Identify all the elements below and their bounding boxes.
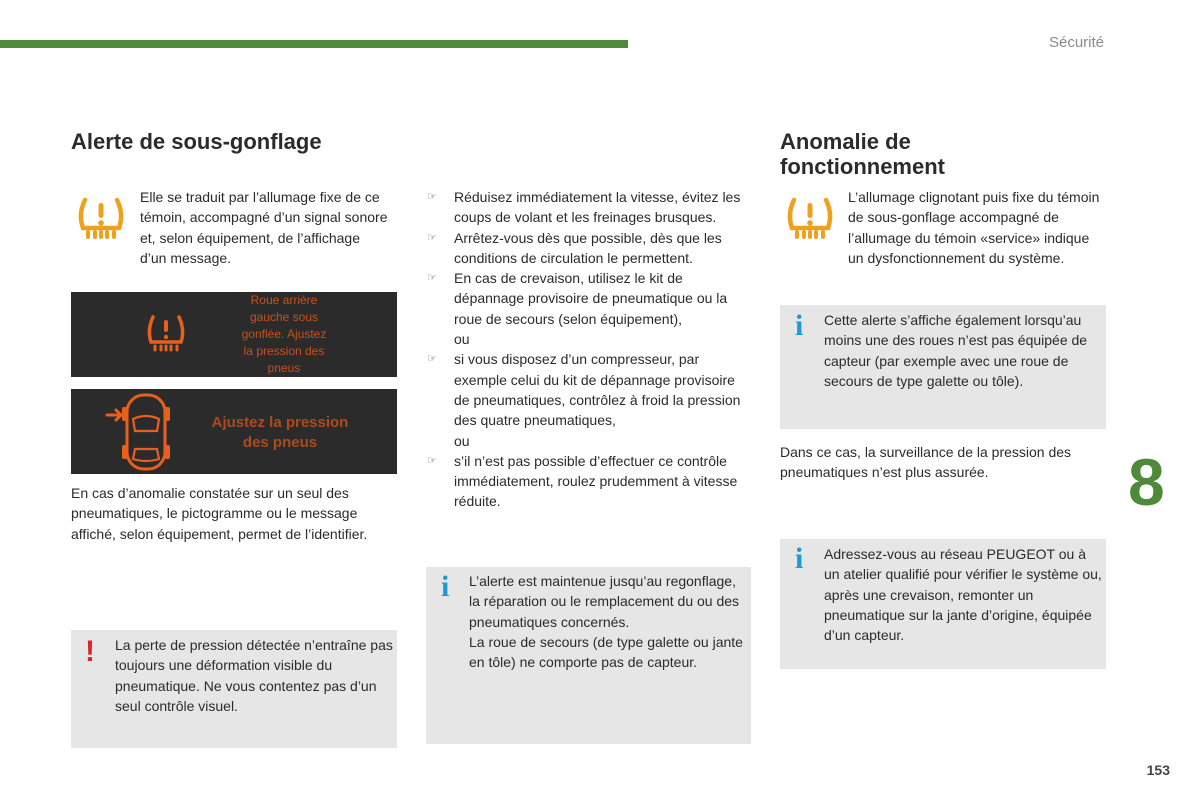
info-icon: i bbox=[795, 309, 804, 342]
alert-box-text: La perte de pression détectée n’entraîne pas toujours une déformation visible du pneumatique. Ne vous contentez pas d’un seul contrôle visuel. bbox=[115, 637, 393, 714]
info-para: La roue de secours (de type galette ou jante en tôle) ne comporte pas de capteur. bbox=[469, 633, 743, 671]
tyre-pressure-warning-icon bbox=[784, 194, 836, 242]
car-top-view-icon bbox=[107, 395, 170, 469]
info-box-right-2-text: Adressez-vous au réseau PEUGEOT ou à un atelier qualifié pour vérifier le système ou, après une crevaison, remonter un pneumatique sur la jante d’origine, équipée d’un capteur. bbox=[824, 546, 1102, 644]
display1-line: Roue arrière bbox=[250, 293, 318, 307]
pointing-hand-icon: ☞ bbox=[427, 231, 437, 244]
display1-line: la pression des bbox=[243, 344, 325, 358]
pointing-hand-icon: ☞ bbox=[427, 454, 437, 467]
info-box-right-1-text: Cette alerte s’affiche également lorsqu’au moins une des roues n’est pas équipée de capteur (par exemple avec une roue de secours de type galette ou tôle). bbox=[824, 312, 1088, 389]
list-item-text: Réduisez immédiatement la vitesse, évitez les coups de volant et les freinages brusques. bbox=[454, 189, 741, 226]
info-box-middle bbox=[426, 567, 751, 744]
case-text: Dans ce cas, la surveillance de la pression des pneumatiques n’est plus assurée. bbox=[780, 444, 1072, 481]
list-item bbox=[427, 268, 751, 349]
list-item-text: Arrêtez-vous dès que possible, dès que les conditions de circulation le permettent. bbox=[454, 229, 722, 266]
pointing-hand-icon: ☞ bbox=[427, 272, 437, 285]
right-title-line: fonctionnement bbox=[780, 154, 945, 179]
or-word: ou bbox=[454, 331, 470, 348]
alert-box bbox=[71, 630, 397, 748]
display2-line: des pneus bbox=[242, 434, 318, 451]
info-box-right-2 bbox=[780, 539, 1106, 669]
or-word: ou bbox=[454, 432, 470, 449]
right-title bbox=[780, 129, 945, 179]
tyre-pressure-warning-icon bbox=[75, 194, 127, 242]
tyre-warning-display-icon bbox=[149, 317, 182, 350]
exclamation-icon: ! bbox=[85, 635, 95, 668]
section-label: Sécurité bbox=[1048, 34, 1104, 51]
left-title: Alerte de sous-gonflage bbox=[71, 129, 322, 154]
top-accent-bar bbox=[0, 40, 628, 48]
pointing-hand-icon: ☞ bbox=[427, 191, 437, 203]
instrument-display-car-diagram bbox=[71, 389, 397, 474]
display1-line: gonflée. Ajustez bbox=[241, 327, 327, 341]
right-intro: L’allumage clignotant puis fixe du témoin de sous-gonflage accompagné de l’allumage du témoin «service» indique un dysfonctionnement du système. bbox=[848, 189, 1100, 266]
list-item-text: En cas de crevaison, utilisez le kit de dépannage provisoire de pneumatique ou la roue de secours (selon équipement), bbox=[454, 270, 728, 327]
info-box-middle-text bbox=[469, 571, 747, 672]
info-para: L’alerte est maintenue jusqu’au regonflage, la réparation ou le remplacement du ou des pneumatiques concernés. bbox=[469, 573, 740, 630]
list-item bbox=[427, 349, 751, 450]
info-icon: i bbox=[441, 570, 450, 603]
display1-line: gauche sous bbox=[249, 310, 319, 324]
anomaly-text: En cas d’anomalie constatée sur un seul des pneumatiques, le pictogramme ou le message affiché, selon équipement, permet de l’identifier. bbox=[71, 485, 368, 542]
list-item-text: s’il n’est pas possible d’effectuer ce contrôle immédiatement, roulez prudemment à vitesse réduite. bbox=[454, 452, 738, 510]
list-item bbox=[427, 187, 751, 228]
list-item bbox=[427, 228, 751, 269]
left-intro: Elle se traduit par l’allumage fixe de ce témoin, accompagné d’un signal sonore et, selon équipement, de l’affichage d’un message. bbox=[140, 189, 388, 266]
info-box-right-1 bbox=[780, 305, 1106, 429]
pointing-hand-icon: ☞ bbox=[427, 353, 437, 366]
info-icon: i bbox=[795, 542, 804, 575]
display1-line: pneus bbox=[267, 361, 301, 375]
display2-line: Ajustez la pression bbox=[211, 414, 349, 431]
chapter-number: 8 bbox=[1128, 445, 1165, 519]
instrument-display-message bbox=[71, 292, 397, 377]
list-item bbox=[427, 451, 751, 512]
page-number: 153 bbox=[1146, 762, 1170, 778]
right-title-line: Anomalie de bbox=[780, 129, 911, 154]
list-item-text: si vous disposez d’un compresseur, par exemple celui du kit de dépannage provisoire de pneumatiques, contrôlez à froid la pression des quatre pneumatiques, bbox=[454, 351, 741, 429]
advice-list bbox=[427, 187, 751, 512]
